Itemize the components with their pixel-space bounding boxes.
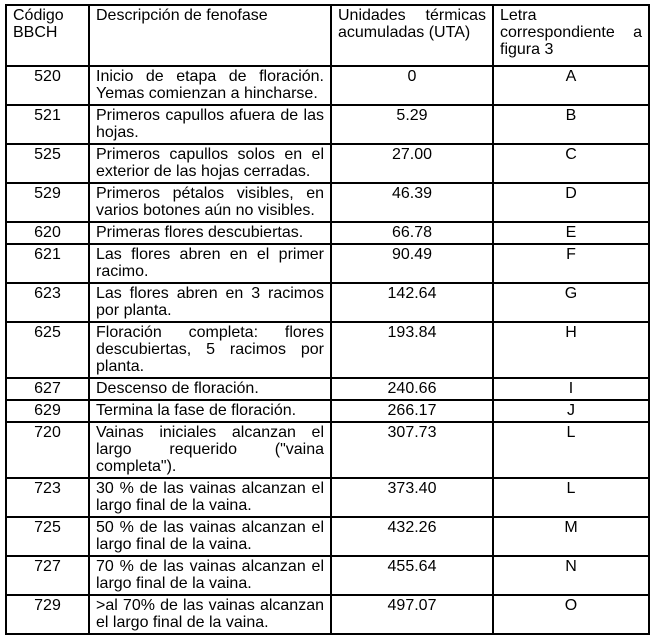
cell-uta-value: 307.73 [331,422,493,478]
cell-letra: L [493,422,649,478]
cell-codigo-bbch: 729 [6,595,89,634]
cell-codigo-bbch: 723 [6,478,89,517]
cell-letra: H [493,322,649,378]
cell-codigo-bbch: 623 [6,283,89,322]
cell-descripcion: Floración completa: flores descubiertas, 5 racimos por planta. [89,322,331,378]
cell-letra: N [493,556,649,595]
cell-codigo-bbch: 621 [6,244,89,283]
cell-uta-value: 266.17 [331,400,493,422]
table-row [6,400,649,422]
cell-letra: C [493,144,649,183]
table-row [6,322,649,378]
cell-codigo-bbch: 520 [6,66,89,105]
cell-letra: E [493,222,649,244]
cell-codigo-bbch: 727 [6,556,89,595]
cell-uta-value: 66.78 [331,222,493,244]
cell-descripcion: >al 70% de las vainas alcanzan el largo final de la vaina. [89,595,331,634]
cell-codigo-bbch: 620 [6,222,89,244]
table-row [6,378,649,400]
cell-descripcion: Primeros pétalos visibles, en varios botones aún no visibles. [89,183,331,222]
header-unidades-termicas-uta: Unidades térmicas acumuladas (UTA) [331,5,493,66]
table-row [6,244,649,283]
cell-uta-value: 240.66 [331,378,493,400]
cell-descripcion: Inicio de etapa de floración. Yemas comienzan a hincharse. [89,66,331,105]
cell-uta-value: 497.07 [331,595,493,634]
cell-uta-value: 455.64 [331,556,493,595]
cell-letra: O [493,595,649,634]
table-row [6,556,649,595]
cell-codigo-bbch: 627 [6,378,89,400]
table-row [6,222,649,244]
header-descripcion-fenofase: Descripción de fenofase [89,5,331,66]
cell-uta-value: 90.49 [331,244,493,283]
table-row [6,66,649,105]
table-row [6,595,649,634]
cell-letra: G [493,283,649,322]
cell-letra: M [493,517,649,556]
cell-descripcion: 70 % de las vainas alcanzan el largo final de la vaina. [89,556,331,595]
cell-descripcion: 50 % de las vainas alcanzan el largo final de la vaina. [89,517,331,556]
cell-descripcion: Primeros capullos solos en el exterior de las hojas cerradas. [89,144,331,183]
cell-uta-value: 193.84 [331,322,493,378]
cell-codigo-bbch: 720 [6,422,89,478]
table-row [6,283,649,322]
cell-descripcion: Primeras flores descubiertas. [89,222,331,244]
cell-letra: I [493,378,649,400]
cell-uta-value: 27.00 [331,144,493,183]
cell-letra: L [493,478,649,517]
cell-codigo-bbch: 525 [6,144,89,183]
cell-codigo-bbch: 629 [6,400,89,422]
cell-descripcion: Descenso de floración. [89,378,331,400]
cell-descripcion: Primeros capullos afuera de las hojas. [89,105,331,144]
table-row [6,144,649,183]
cell-codigo-bbch: 725 [6,517,89,556]
cell-descripcion: Vainas iniciales alcanzan el largo requerido ("vaina completa"). [89,422,331,478]
cell-uta-value: 373.40 [331,478,493,517]
cell-letra: B [493,105,649,144]
table-row [6,517,649,556]
cell-letra: A [493,66,649,105]
cell-uta-value: 0 [331,66,493,105]
table-row [6,478,649,517]
cell-descripcion: Termina la fase de floración. [89,400,331,422]
cell-uta-value: 46.39 [331,183,493,222]
table-row [6,183,649,222]
cell-letra: D [493,183,649,222]
table-row [6,422,649,478]
cell-descripcion: Las flores abren en el primer racimo. [89,244,331,283]
cell-codigo-bbch: 625 [6,322,89,378]
cell-descripcion: 30 % de las vainas alcanzan el largo final de la vaina. [89,478,331,517]
table-row [6,105,649,144]
cell-letra: J [493,400,649,422]
cell-codigo-bbch: 529 [6,183,89,222]
cell-uta-value: 142.64 [331,283,493,322]
table-body [6,66,649,634]
cell-descripcion: Las flores abren en 3 racimos por planta. [89,283,331,322]
header-letra-figura-3: Letra correspondiente a figura 3 [493,5,649,66]
bbch-phenophase-table [5,4,650,635]
cell-uta-value: 432.26 [331,517,493,556]
header-codigo-bbch: Código BBCH [6,5,89,66]
cell-codigo-bbch: 521 [6,105,89,144]
cell-uta-value: 5.29 [331,105,493,144]
header-row [6,5,649,66]
cell-letra: F [493,244,649,283]
